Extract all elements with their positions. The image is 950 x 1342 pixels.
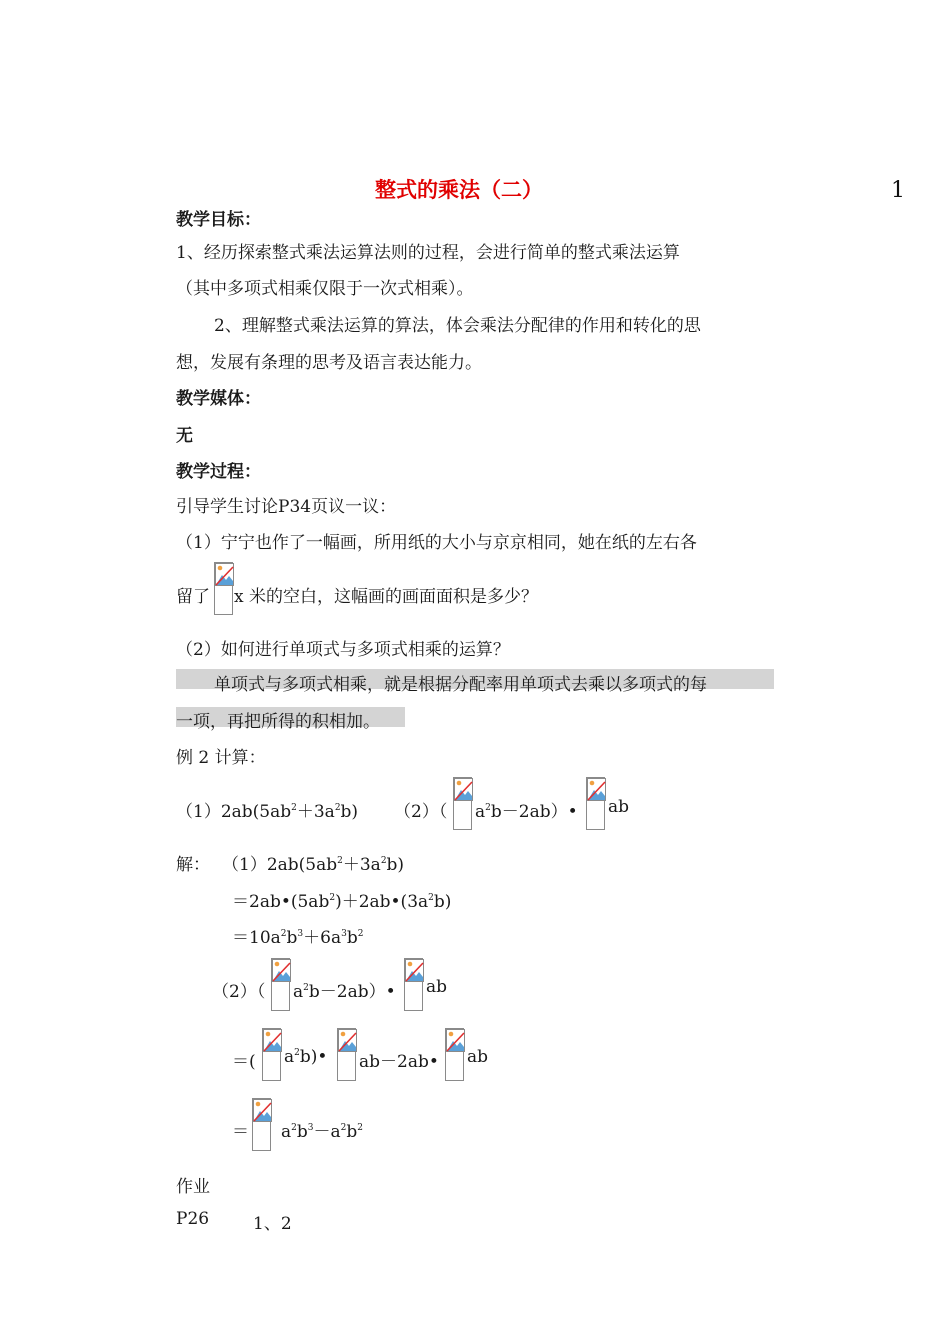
solution2-line2-b: $a^2b)•$	[284, 1047, 328, 1067]
broken-image-icon	[262, 1028, 281, 1081]
question1-pre: 留了	[176, 587, 210, 607]
goals-heading: 教学目标：	[176, 210, 261, 230]
broken-image-icon	[445, 1028, 464, 1081]
broken-image-icon	[271, 958, 290, 1011]
example-part1: $(1)2ab(5ab^2+3a^2b)$	[176, 802, 359, 822]
solution2-end: ab	[426, 977, 448, 997]
goal1-line1: 1、经历探索整式乘法运算法则的过程，会进行简单的整式乘法运算	[176, 243, 680, 263]
solution2-line2-a: ＝(	[232, 1052, 256, 1072]
solution1-line2: $=2ab•(5ab^2)+2ab•(3a^2b)$	[232, 892, 452, 912]
intro-text: 引导学生讨论P34页议一议：	[176, 497, 397, 517]
example-part2-open: （2）（	[394, 802, 448, 822]
solution2-mid: $a^2b-2ab)•$	[293, 982, 396, 1002]
homework-label: 作业	[176, 1177, 210, 1197]
rule-line2: 一项，再把所得的积相加。	[176, 712, 380, 732]
example-part2-mid: $a^2b-2ab)•$	[475, 802, 578, 822]
broken-image-icon	[586, 777, 605, 830]
page-number: 1	[891, 178, 905, 203]
media-value: 无	[176, 426, 193, 446]
goal2-line2: 想，发展有条理的思考及语言表达能力。	[176, 353, 482, 373]
rule-line1: 单项式与多项式相乘，就是根据分配率用单项式去乘以多项式的每	[214, 675, 707, 695]
goal1-line2: （其中多项式相乘仅限于一次式相乘）。	[176, 279, 474, 299]
goal2-line1: 2、理解整式乘法运算的算法，体会乘法分配律的作用和转化的思	[214, 316, 701, 336]
solution2-open: （2）（	[212, 982, 266, 1002]
example-title: 例 2 计算：	[176, 748, 266, 768]
question1-post: x 米的空白，这幅画的画面面积是多少？	[234, 587, 538, 607]
homework-items: 1、2	[253, 1214, 292, 1234]
media-heading: 教学媒体：	[176, 389, 261, 409]
question2: （2）如何进行单项式与多项式相乘的运算？	[176, 640, 510, 660]
solution1-line3: $=10a^2b^3+6a^3b^2$	[232, 928, 364, 948]
solution1-line1: $(1)2ab(5ab^2+3a^2b)$	[222, 855, 405, 875]
homework-page: P26	[176, 1209, 210, 1229]
solution2-line3-b: $a^2b^3-a^2b^2$	[281, 1122, 363, 1142]
solution2-line2-c: ab－2ab•	[359, 1052, 439, 1072]
process-heading: 教学过程：	[176, 462, 261, 482]
solution2-line2-d: ab	[467, 1047, 489, 1067]
example-part2-end: ab	[608, 797, 630, 817]
broken-image-icon	[252, 1098, 271, 1151]
solution-label: 解：	[176, 855, 210, 875]
broken-image-icon	[453, 777, 472, 830]
document-title: 整式的乘法（二）	[375, 177, 543, 202]
solution2-line3-a: ＝	[232, 1122, 249, 1142]
question1-line1: （1）宁宁也作了一幅画，所用纸的大小与京京相同，她在纸的左右各	[176, 533, 697, 553]
broken-image-icon	[404, 958, 423, 1011]
broken-image-icon	[214, 562, 233, 615]
broken-image-icon	[337, 1028, 356, 1081]
